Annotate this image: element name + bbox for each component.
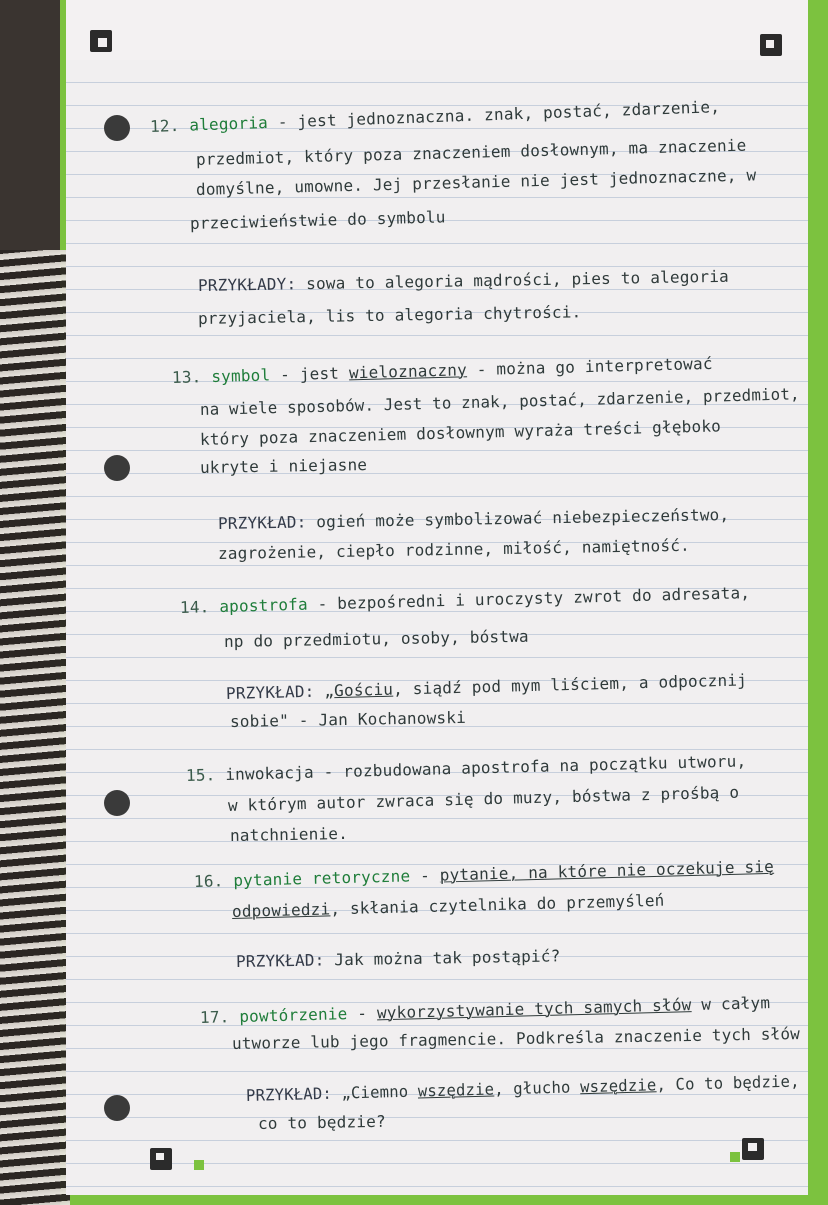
note-text: wszędzie xyxy=(417,1079,495,1101)
note-text: - xyxy=(410,865,440,886)
punch-hole xyxy=(104,790,130,816)
punch-hole xyxy=(104,1095,130,1121)
note-text: Gościu xyxy=(333,679,394,701)
note-text: apostrofa xyxy=(209,594,309,617)
note-text: „Ciemno xyxy=(331,1081,419,1103)
note-text: - bezpośredni i uroczysty zwrot do adresata, xyxy=(307,583,751,614)
note-text: w całym xyxy=(691,993,771,1015)
note-line xyxy=(258,1112,386,1133)
note-text: - jest jednoznaczna. znak, postać, zdarzenie, xyxy=(267,97,721,132)
note-text: pytanie retoryczne xyxy=(223,866,411,891)
note-text: pytanie, na które nie oczekuje się xyxy=(439,856,775,885)
note-text: utworze lub jego fragmencie. Podkreśla znaczenie tych słów xyxy=(231,1024,801,1053)
note-text: co to będzie? xyxy=(257,1111,386,1133)
note-text: PRZYKŁADY: xyxy=(197,274,297,295)
note-text: Jak można tak postąpić? xyxy=(324,946,561,970)
note-text: PRZYKŁAD: xyxy=(225,681,315,703)
note-text: - można go interpretować xyxy=(466,353,713,380)
note-line xyxy=(200,455,367,477)
note-text: sobie" - Jan Kochanowski xyxy=(229,707,467,731)
note-text: , skłania czytelnika do przemyśleń xyxy=(330,890,665,919)
note-text: ukryte i niejasne xyxy=(199,455,368,477)
note-text: PRZYKŁAD: xyxy=(245,1083,333,1105)
note-text: przyjaciela, lis to alegoria chytrości. xyxy=(197,302,582,328)
note-text: np do przedmiotu, osoby, bóstwa xyxy=(223,626,529,651)
note-text: 15. xyxy=(185,765,216,785)
note-text: , Co to będzie, xyxy=(656,1071,800,1095)
note-text: przeciwieństwie do symbolu xyxy=(189,207,446,233)
corner-marker-icon xyxy=(760,34,782,56)
note-text: odpowiedzi xyxy=(231,899,331,921)
note-text: 13. xyxy=(171,367,202,387)
note-text: który poza znaczeniem dosłownym wyraża treści głęboko xyxy=(199,416,722,449)
note-text: przedmiot, który poza znaczeniem dosłownym, ma znaczenie xyxy=(195,135,747,169)
punch-hole xyxy=(104,455,130,481)
note-text: na wiele sposobów. Jest to znak, postać, zdarzenie, przedmiot, xyxy=(199,384,800,419)
note-text: ogień może symbolizować niebezpieczeństwo, xyxy=(306,505,730,532)
page-top-margin xyxy=(66,0,808,60)
note-text: - jest xyxy=(270,363,350,385)
note-text: sowa to alegoria mądrości, pies to alegoria xyxy=(296,266,730,294)
green-square-icon xyxy=(730,1152,740,1162)
spiral-binding xyxy=(0,250,70,1205)
note-text: symbol xyxy=(201,365,271,387)
note-text: PRZYKŁAD: xyxy=(235,950,325,971)
corner-marker-icon xyxy=(150,1148,172,1170)
note-text: alegoria xyxy=(179,112,269,135)
note-text: domyślne, umowne. Jej przesłanie nie jest jednoznaczne, w xyxy=(195,165,757,199)
note-text: - xyxy=(347,1003,378,1024)
green-square-icon xyxy=(194,1160,204,1170)
note-text: wieloznaczny xyxy=(348,360,468,383)
corner-marker-icon xyxy=(742,1138,764,1160)
note-text: 12. xyxy=(149,115,180,136)
note-text: 16. xyxy=(193,871,224,891)
note-text: „ xyxy=(314,681,335,701)
note-text: wykorzystywanie tych samych słów xyxy=(376,995,692,1023)
corner-marker-icon xyxy=(90,30,112,52)
note-text: , głucho xyxy=(493,1077,581,1099)
note-text: , siądź pod mym liściem, a odpocznij xyxy=(392,670,748,699)
note-text: 17. xyxy=(199,1007,230,1027)
note-text: natchnienie. xyxy=(229,823,349,845)
note-text: wszędzie xyxy=(579,1075,657,1097)
note-text: PRZYKŁAD: xyxy=(217,512,307,533)
punch-hole xyxy=(104,115,130,141)
note-text: w którym autor zwraca się do muzy, bóstwa z prośbą o xyxy=(227,782,740,815)
note-text: zagrożenie, ciepło rodzinne, miłość, namiętność. xyxy=(217,535,691,563)
note-text: inwokacja - rozbudowana apostrofa na początku utworu, xyxy=(215,751,747,785)
note-line xyxy=(230,824,348,845)
note-text: powtórzenie xyxy=(229,1004,348,1027)
note-text: 14. xyxy=(179,597,210,617)
